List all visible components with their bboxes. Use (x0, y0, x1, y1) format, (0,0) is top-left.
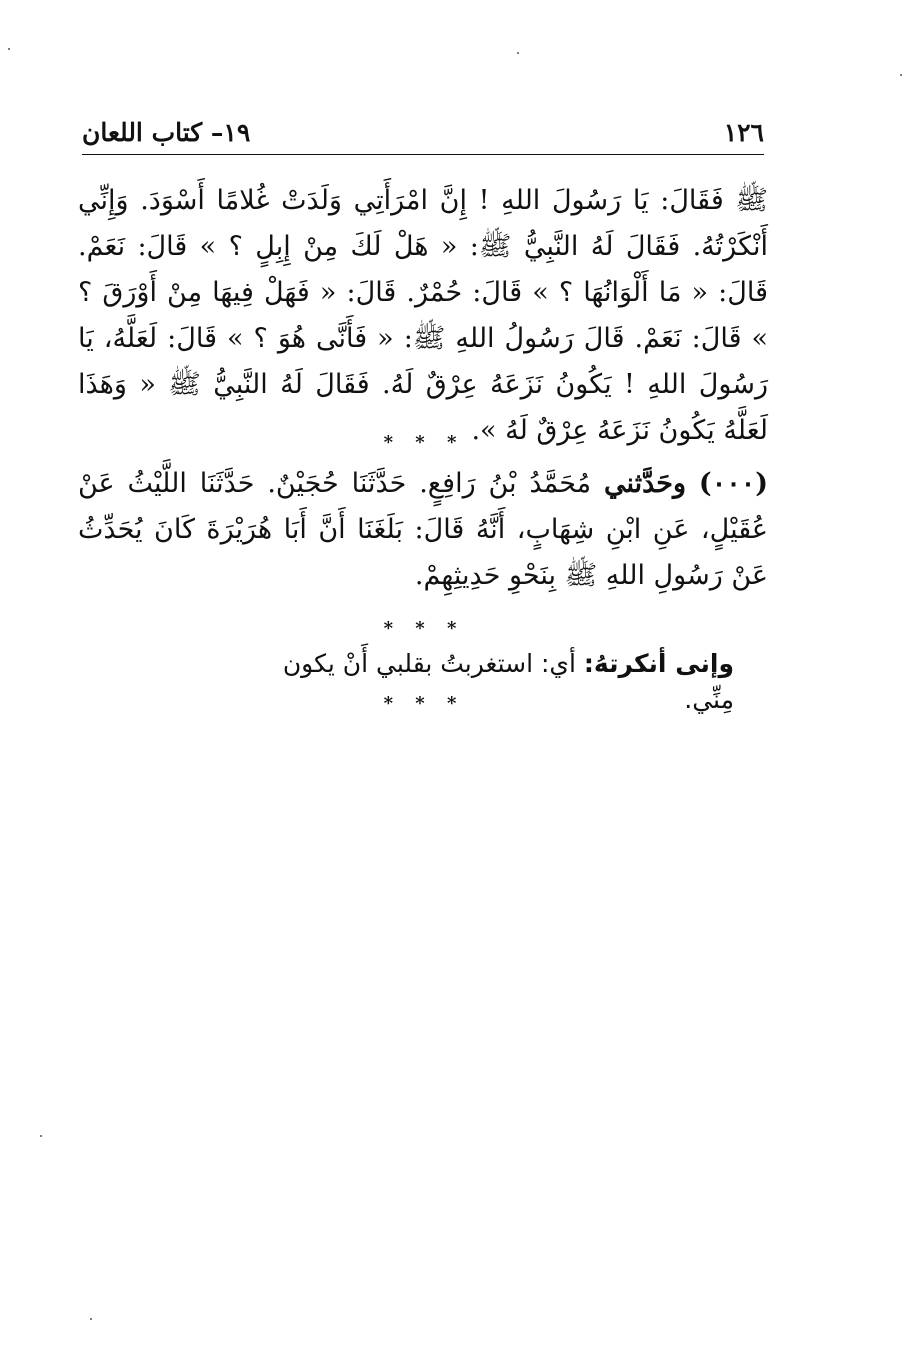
page-number: ١٢٦ (723, 118, 764, 147)
section-separator: * * * (383, 618, 465, 639)
header-rule (82, 154, 764, 155)
scan-speck (900, 74, 902, 76)
footnote-gloss (270, 646, 734, 718)
gloss-explanation: أي: استغربتُ بقلبي أَنْ يكون مِنِّي. (282, 649, 734, 714)
scan-speck (517, 52, 519, 54)
scan-speck (90, 1318, 92, 1320)
hadith-number: (٠٠٠) (698, 468, 768, 499)
hadith-text-continuation: ﷺ فَقَالَ: يَا رَسُولَ اللهِ ! إِنَّ امْرَأَتِي وَلَدَتْ غُلامًا أَسْوَدَ. وَإِنِّي أَنْكَرْتُهُ. فَقَالَ لَهُ النَّبِيُّ ﷺ: « هَلْ لَكَ مِنْ إِبِلٍ ؟ » قَالَ: نَعَمْ. قَالَ: « مَا أَلْوَانُهَا ؟ » قَالَ: حُمْرٌ. قَالَ: « فَهَلْ فِيهَا مِنْ أَوْرَقَ ؟ » قَالَ: نَعَمْ. قَالَ رَسُولُ اللهِ ﷺ: « فَأَنَّى هُوَ ؟ » قَالَ: لَعَلَّهُ، يَا رَسُولَ اللهِ ! يَكُونُ نَزَعَهُ عِرْقٌ لَهُ. فَقَالَ لَهُ النَّبِيُّ ﷺ « وَهَذَا لَعَلَّهُ يَكُونُ نَزَعَهُ عِرْقٌ لَهُ ». (78, 185, 768, 446)
section-separator: * * * (383, 693, 465, 714)
section-separator: * * * (383, 432, 465, 453)
narration-lead-word: وحَدَّثني (603, 468, 687, 499)
scan-speck (8, 48, 10, 50)
isnad-text: مُحَمَّدُ بْنُ رَافِعٍ. حَدَّثَنَا حُجَيْنٌ. حَدَّثَنَا اللَّيْثُ عَنْ عُقَيْلٍ، عَنِ ابْنِ شِهَابٍ، أَنَّهُ قَالَ: بَلَغَنَا أَنَّ أَبَا هُرَيْرَةَ كَانَ يُحَدِّثُ عَنْ رَسُولِ اللهِ ﷺ بِنَحْوِ حَدِيثِهِمْ. (78, 468, 768, 591)
chapter-title: ١٩– كتاب اللعان (82, 118, 251, 147)
gloss-term: وإنى أنكرتهُ: (583, 649, 734, 678)
scan-speck (40, 1135, 42, 1137)
hadith-paragraph (78, 461, 768, 599)
running-header (82, 118, 764, 156)
